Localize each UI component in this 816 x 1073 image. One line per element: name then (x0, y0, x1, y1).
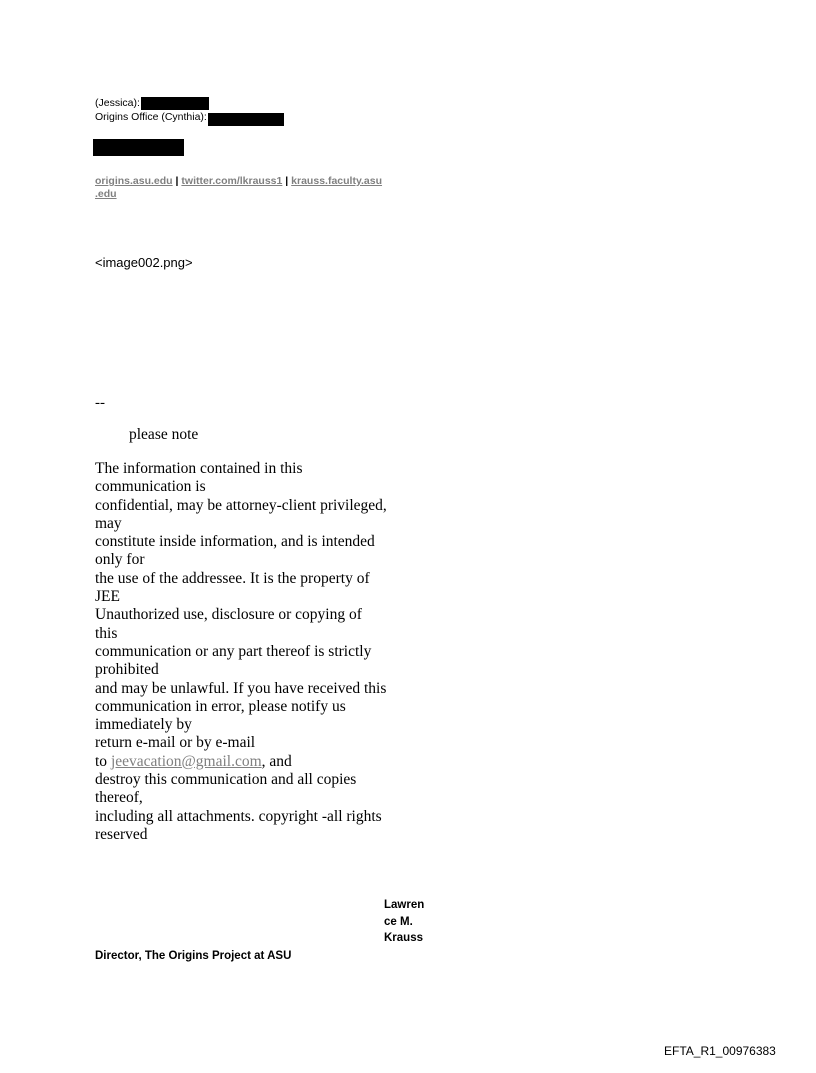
disclaimer-email-prefix: to (95, 752, 111, 770)
origins-link[interactable]: origins.asu.edu (95, 175, 173, 187)
signature-separator: -- (95, 395, 105, 411)
disclaimer-email-line (95, 753, 395, 771)
contact-jessica-line (95, 97, 209, 110)
contact-office-line (95, 111, 284, 126)
disclaimer-email-suffix: , and (261, 752, 292, 770)
disclaimer-line: reserved (95, 825, 148, 843)
disclaimer-line: the use of the addressee. It is the property of (95, 569, 370, 587)
signature-links (95, 175, 395, 201)
disclaimer-line: JEE (95, 588, 120, 606)
disclaimer-line: communication or any part thereof is strictly (95, 642, 372, 660)
faculty-link-part2: .edu (95, 188, 117, 200)
link-separator: | (175, 175, 179, 187)
disclaimer-line: destroy this communication and all copies (95, 771, 357, 789)
disclaimer-line: may (95, 514, 122, 532)
disclaimer-line: Unauthorized use, disclosure or copying of (95, 606, 362, 624)
redaction-box (141, 97, 209, 110)
link-separator: | (285, 175, 289, 187)
disclaimer-line: immediately by (95, 716, 192, 734)
note-heading: please note (129, 426, 199, 443)
disclaimer-line: constitute inside information, and is intended (95, 533, 375, 551)
twitter-link[interactable]: twitter.com/lkrauss1 (181, 175, 283, 187)
disclaimer-line: only for (95, 551, 145, 569)
attachment-placeholder: <image002.png> (95, 255, 193, 270)
signature-name-line: Lawren (384, 899, 425, 911)
disclaimer-line: communication is (95, 478, 206, 496)
disclaimer-line: confidential, may be attorney-client privileged, (95, 496, 387, 514)
redaction-box (93, 139, 184, 156)
signature-name-line: ce M. (384, 915, 413, 928)
contact-jessica-label: (Jessica): (95, 97, 140, 109)
disclaimer-line: return e-mail or by e-mail (95, 734, 256, 752)
email-link[interactable]: jeevacation@gmail.com (110, 752, 262, 770)
faculty-link-part1: krauss.faculty.asu (291, 175, 383, 187)
contact-office-label: Origins Office (Cynthia): (95, 111, 207, 123)
disclaimer-line: communication in error, please notify us (95, 697, 346, 715)
redaction-box (208, 113, 284, 126)
document-id: EFTA_R1_00976383 (664, 1044, 776, 1058)
disclaimer-line: and may be unlawful. If you have received this (95, 679, 387, 697)
disclaimer-line: this (95, 624, 118, 642)
signature-title: Director, The Origins Project at ASU (95, 950, 292, 962)
signature-name-line: Krauss (384, 932, 423, 944)
disclaimer-line: including all attachments. copyright -all rights (95, 807, 382, 825)
signature-name (384, 897, 424, 947)
disclaimer-line: thereof, (95, 789, 143, 807)
confidentiality-disclaimer (95, 460, 395, 844)
disclaimer-line: The information contained in this (95, 460, 303, 477)
disclaimer-line: prohibited (95, 661, 159, 679)
